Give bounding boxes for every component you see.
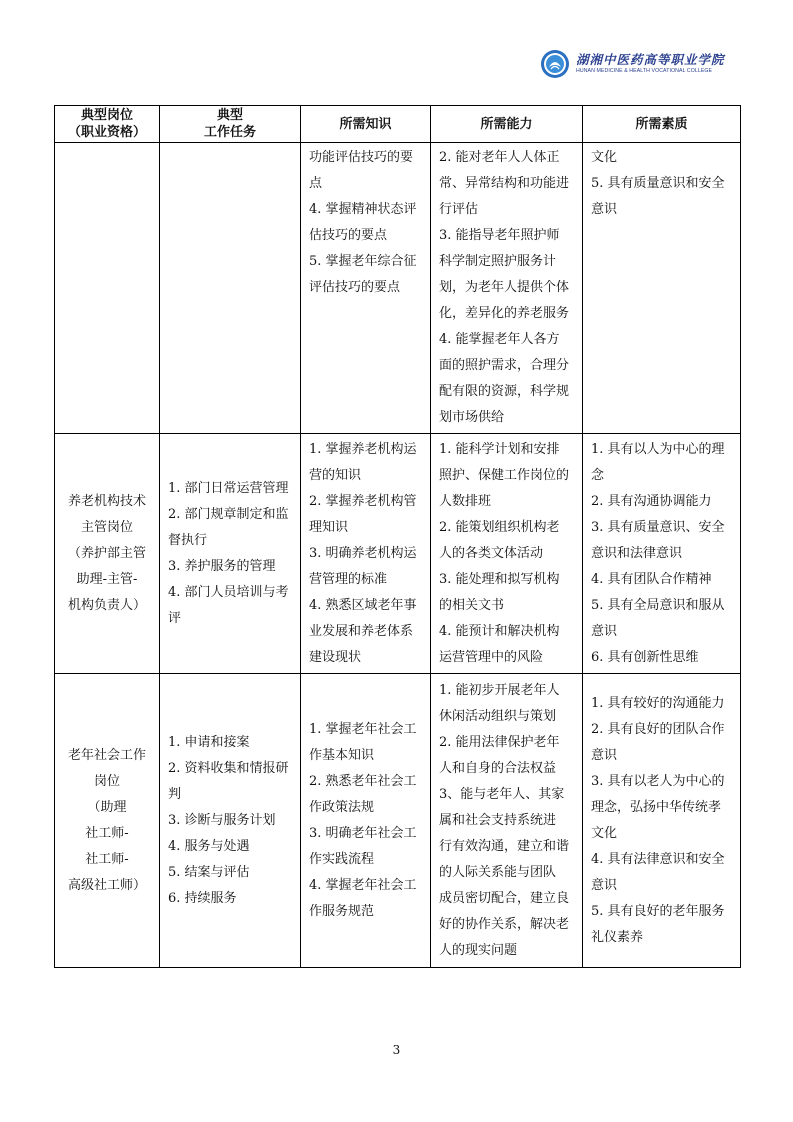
cell-line: 3. 明确养老机构运: [309, 545, 417, 561]
tasks-cell: [160, 143, 301, 434]
cell-line: 典型岗位: [80, 108, 133, 123]
cell-line: 工作任务: [203, 125, 256, 140]
cell-line: 3. 能处理和拟写机构: [439, 571, 560, 587]
cell-line: 人的各类文体活动: [439, 545, 544, 561]
cell-line: 岗位: [93, 773, 120, 789]
cell-line: 营管理的标准: [309, 571, 388, 587]
cell-line: 文化: [591, 150, 618, 165]
cell-line: 意识: [591, 877, 618, 893]
cell-line: 的相关文书: [439, 597, 505, 613]
cell-line: 属和社会支持系统进: [439, 812, 557, 828]
cell-line: 5. 具有全局意识和服从: [591, 597, 725, 613]
cell-line: 建设现状: [309, 649, 362, 665]
ability-cell: [431, 674, 583, 968]
cell-line: 4. 掌握老年社会工: [309, 877, 417, 893]
cell-line: 4. 掌握精神状态评: [309, 202, 417, 217]
cell-line: 休闲活动组织与策划: [439, 708, 557, 724]
cell-line: 5. 具有质量意识和安全: [591, 176, 725, 191]
cell-line: 划，为老年人提供个体: [439, 280, 570, 295]
cell-line: 社工师-: [85, 851, 129, 867]
cell-line: 照护、保健工作岗位的: [439, 467, 570, 483]
cell-line: 督执行: [168, 532, 208, 548]
ability-cell: [431, 143, 583, 434]
page-number: 3: [392, 1043, 401, 1057]
cell-line: 意识: [591, 623, 618, 639]
cell-line: 科学制定照护服务计: [439, 254, 557, 269]
cell-line: 3. 能指导老年照护师: [439, 228, 560, 243]
cell-line: 意识: [591, 747, 618, 763]
cell-line: 2. 能用法律保护老年: [439, 734, 560, 750]
cell-line: 意识: [591, 202, 618, 217]
cell-line: 3. 具有以老人为中心的: [591, 773, 725, 789]
cell-line: 评估技巧的要点: [309, 280, 401, 295]
cell-line: 所需能力: [480, 116, 533, 132]
cell-line: 4. 具有团队合作精神: [591, 571, 712, 587]
cell-line: 点: [309, 176, 323, 191]
cell-line: 2. 部门规章制定和监: [168, 506, 289, 522]
cell-line: 2. 具有沟通协调能力: [591, 493, 712, 509]
table-row: [55, 434, 741, 674]
cell-line: （养护部主管: [67, 545, 146, 561]
cell-line: 1. 申请和接案: [168, 734, 250, 750]
cell-line: 礼仪素养: [591, 929, 644, 945]
cell-line: 3、能与老年人、其家: [439, 786, 565, 802]
cell-line: （职业资格）: [67, 125, 146, 140]
cell-line: 作政策法规: [309, 799, 375, 815]
cell-line: 运营管理中的风险: [439, 649, 544, 665]
cell-line: 机构负责人）: [67, 597, 146, 613]
cell-line: 社工师-: [85, 825, 129, 841]
cell-line: 4. 部门人员培训与考: [168, 584, 289, 600]
ability-cell: [431, 434, 583, 674]
cell-line: 6. 持续服务: [168, 890, 237, 906]
cell-line: 2. 掌握养老机构管: [309, 493, 417, 509]
cell-line: 1. 具有较好的沟通能力: [591, 695, 725, 711]
cell-line: 化，差异化的养老服务: [439, 306, 570, 321]
knowledge-cell: [301, 143, 431, 434]
cell-line: 估技巧的要点: [309, 228, 388, 243]
quality-cell: [583, 143, 741, 434]
post-cell: [55, 434, 160, 674]
cell-line: 1. 部门日常运营管理: [168, 480, 289, 496]
cell-line: 主管岗位: [80, 519, 133, 535]
cell-line: 2. 资料收集和情报研: [168, 760, 289, 776]
logo-english-name: HUNAN MEDICINE & HEALTH VOCATIONAL COLLEGE: [576, 68, 713, 75]
cell-line: 评: [168, 610, 182, 626]
header-post: [55, 106, 160, 143]
cell-line: 2. 熟悉老年社会工: [309, 773, 417, 789]
cell-line: 高级社工师）: [67, 877, 146, 893]
cell-line: 2. 具有良好的团队合作: [591, 721, 725, 737]
cell-line: 6. 具有创新性思维: [591, 649, 699, 665]
logo-chinese-name: 湖湘中医药高等职业学院: [576, 51, 725, 67]
cell-line: 的人际关系能与团队: [439, 864, 557, 880]
cell-line: 4. 熟悉区域老年事: [309, 597, 417, 613]
cell-line: 常、异常结构和功能进: [439, 176, 570, 191]
cell-line: 面的照护需求，合理分: [439, 358, 570, 373]
post-cell: [55, 143, 160, 434]
header-ability: [431, 106, 583, 143]
cell-line: （助理: [87, 799, 127, 815]
tasks-cell: [160, 674, 301, 968]
cell-line: 行有效沟通，建立和谐: [439, 838, 570, 854]
table-header-row: [55, 106, 741, 143]
cell-line: 2. 能策划组织机构老: [439, 519, 560, 535]
cell-line: 4. 具有法律意识和安全: [591, 851, 725, 867]
knowledge-cell: [301, 434, 431, 674]
header-quality: [583, 106, 741, 143]
cell-line: 判: [168, 786, 182, 802]
cell-line: 3. 明确老年社会工: [309, 825, 417, 841]
cell-line: 3. 养护服务的管理: [168, 558, 276, 574]
knowledge-cell: [301, 674, 431, 968]
cell-line: 1. 掌握养老机构运: [309, 441, 417, 457]
cell-line: 配有限的资源，科学规: [439, 384, 570, 399]
cell-line: 作基本知识: [309, 747, 375, 763]
tasks-cell: [160, 434, 301, 674]
cell-line: 5. 具有良好的老年服务: [591, 903, 725, 919]
quality-cell: [583, 674, 741, 968]
header-knowledge: [301, 106, 431, 143]
cell-line: 1. 能科学计划和安排: [439, 441, 560, 457]
post-cell: [55, 674, 160, 968]
cell-line: 好的协作关系，解决老: [439, 916, 570, 932]
table-row: [55, 143, 741, 434]
cell-line: 理知识: [309, 519, 349, 535]
cell-line: 5. 掌握老年综合征: [309, 254, 417, 269]
cell-line: 行评估: [439, 202, 479, 217]
cell-line: 2. 能对老年人人体正: [439, 150, 560, 165]
cell-line: 5. 结案与评估: [168, 864, 250, 880]
cell-line: 念: [591, 467, 605, 483]
cell-line: 人的现实问题: [439, 942, 518, 958]
cell-line: 1. 具有以人为中心的理: [591, 441, 725, 457]
cell-line: 文化: [591, 825, 618, 841]
cell-line: 4. 能掌握老年人各方: [439, 332, 560, 347]
cell-line: 业发展和养老体系: [309, 623, 414, 639]
job-requirements-table: [54, 105, 741, 968]
cell-line: 理念，弘扬中华传统孝: [591, 799, 722, 815]
table-row: [55, 674, 741, 968]
cell-line: 所需知识: [339, 116, 392, 132]
school-emblem-icon: [540, 49, 570, 79]
cell-line: 人和自身的合法权益: [439, 760, 557, 776]
cell-line: 养老机构技术: [67, 493, 146, 509]
cell-line: 划市场供给: [439, 410, 505, 425]
cell-line: 营的知识: [309, 467, 362, 483]
cell-line: 4. 服务与处遇: [168, 838, 250, 854]
cell-line: 3. 诊断与服务计划: [168, 812, 276, 828]
cell-line: 助理-主管-: [76, 571, 138, 587]
cell-line: 1. 能初步开展老年人: [439, 682, 560, 698]
cell-line: 老年社会工作: [67, 747, 146, 763]
cell-line: 人数排班: [439, 493, 492, 509]
cell-line: 成员密切配合，建立良: [439, 890, 570, 906]
cell-line: 功能评估技巧的要: [309, 150, 414, 165]
header-tasks: [160, 106, 301, 143]
quality-cell: [583, 434, 741, 674]
cell-line: 作实践流程: [309, 851, 375, 867]
cell-line: 1. 掌握老年社会工: [309, 721, 417, 737]
cell-line: 意识和法律意识: [591, 545, 683, 561]
cell-line: 典型: [216, 108, 243, 123]
college-logo: [540, 45, 740, 83]
cell-line: 所需素质: [635, 116, 688, 132]
cell-line: 4. 能预计和解决机构: [439, 623, 560, 639]
cell-line: 3. 具有质量意识、安全: [591, 519, 725, 535]
cell-line: 作服务规范: [309, 903, 375, 919]
